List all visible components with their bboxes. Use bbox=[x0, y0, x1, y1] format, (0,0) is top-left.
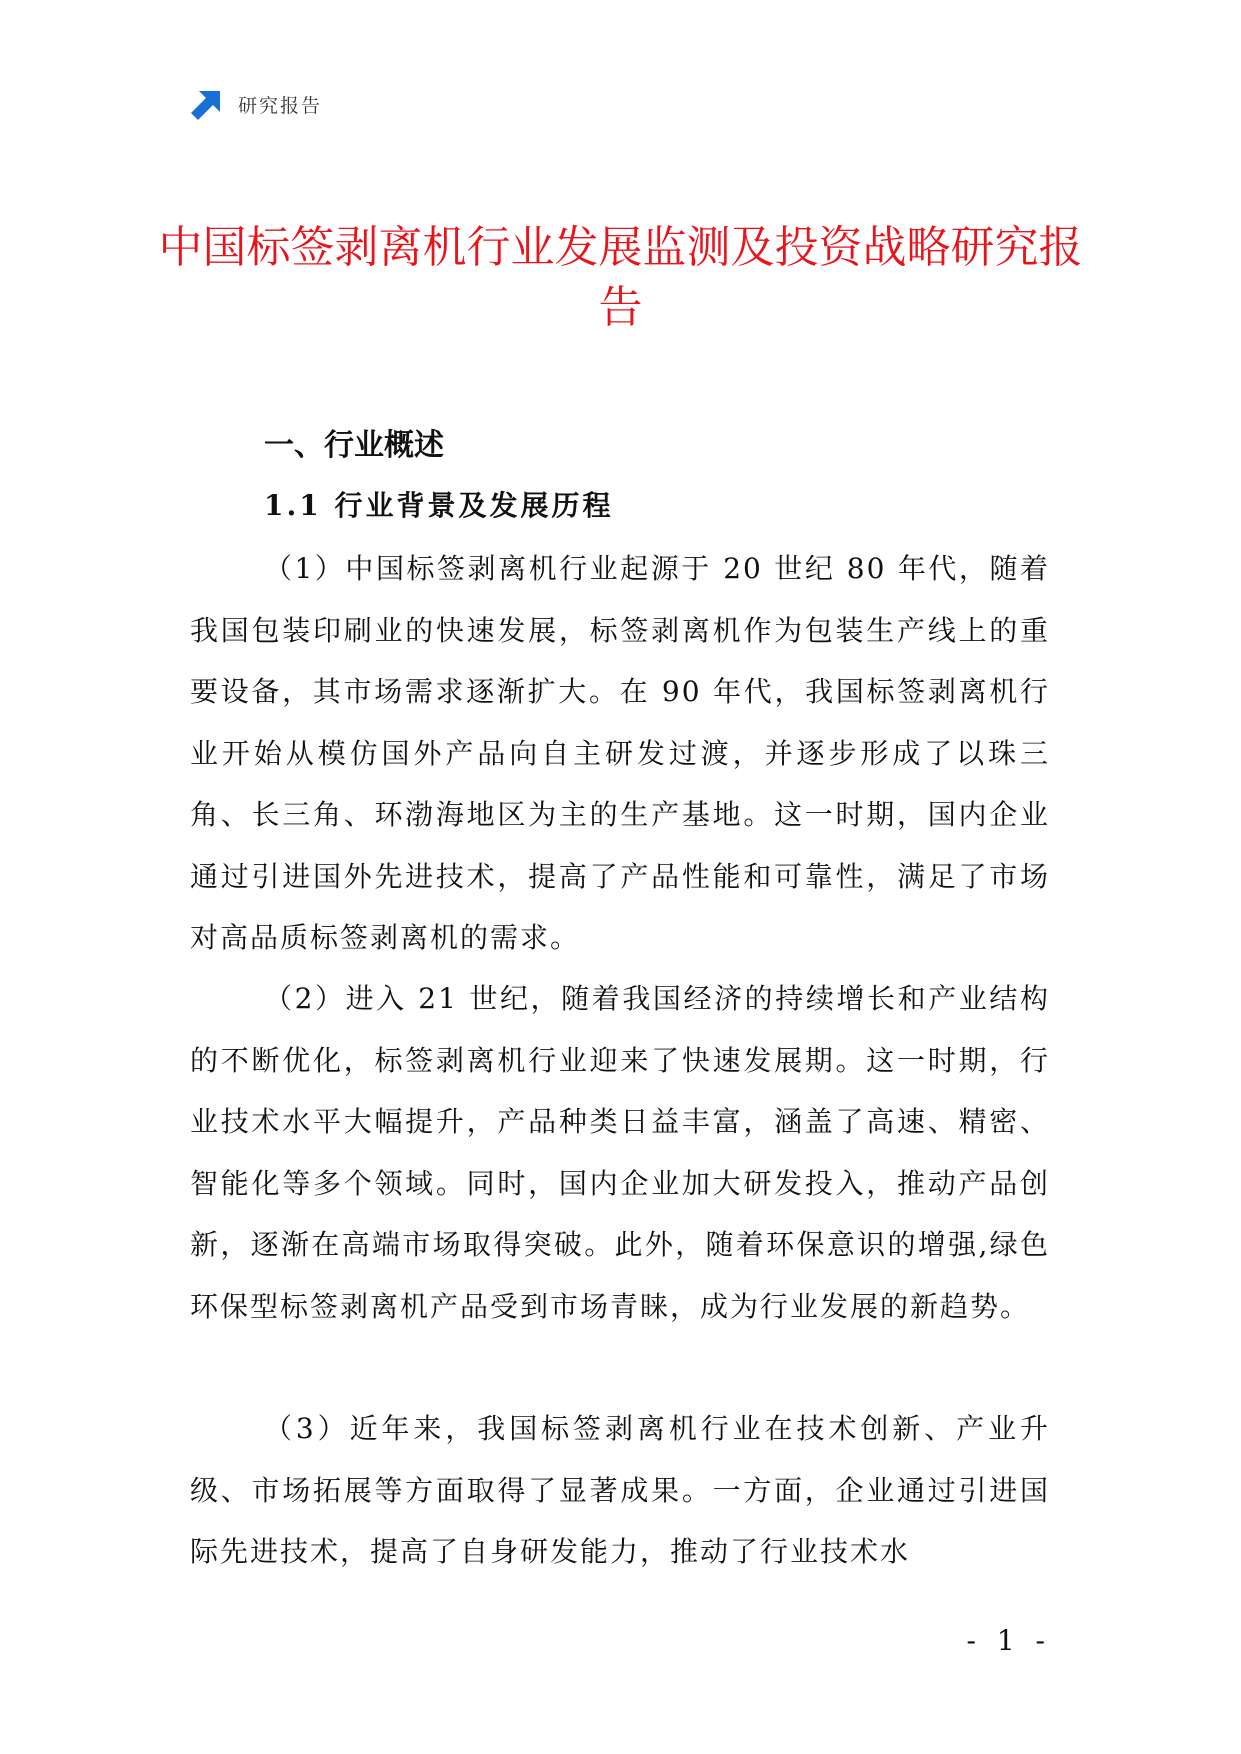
page-number: - 1 - bbox=[966, 1624, 1051, 1657]
report-header bbox=[190, 86, 322, 122]
arrow-up-right-logo-icon bbox=[190, 87, 224, 121]
paragraph-1: （1）中国标签剥离机行业起源于 20 世纪 80 年代，随着我国包装印刷业的快速发展，标签剥离机作为包装生产线上的重要设备，其市场需求逐渐扩大。在 90 年代，我国标签剥离机行业开始从模仿国外产品向自主研发过渡，并逐步形成了以珠三角、长三角、环渤海地区为主的生产基地。这一时期，国内企业通过引进国外先进技术，提高了产品性能和可靠性，满足了市场对高品质标签剥离机的需求。 bbox=[190, 552, 1050, 954]
section-heading: 一、行业概述 bbox=[264, 428, 444, 463]
paragraph-3: （3）近年来，我国标签剥离机行业在技术创新、产业升级、市场拓展等方面取得了显著成果。一方面，企业通过引进国际先进技术，提高了自身研发能力，推动了行业技术水 bbox=[190, 1412, 1050, 1568]
paragraph-2: （2）进入 21 世纪，随着我国经济的持续增长和产业结构的不断优化，标签剥离机行业迎来了快速发展期。这一时期，行业技术水平大幅提升，产品种类日益丰富，涵盖了高速、精密、智能化等多个领域。同时，国内企业加大研发投入，推动产品创新，逐渐在高端市场取得突破。此外，随着环保意识的增强,绿色环保型标签剥离机产品受到市场青睐，成为行业发展的新趋势。 bbox=[190, 982, 1050, 1323]
document-title: 中国标签剥离机行业发展监测及投资战略研究报告 bbox=[158, 222, 1083, 333]
subsection-heading: 1.1 行业背景及发展历程 bbox=[264, 489, 614, 522]
header-label: 研究报告 bbox=[238, 94, 323, 117]
